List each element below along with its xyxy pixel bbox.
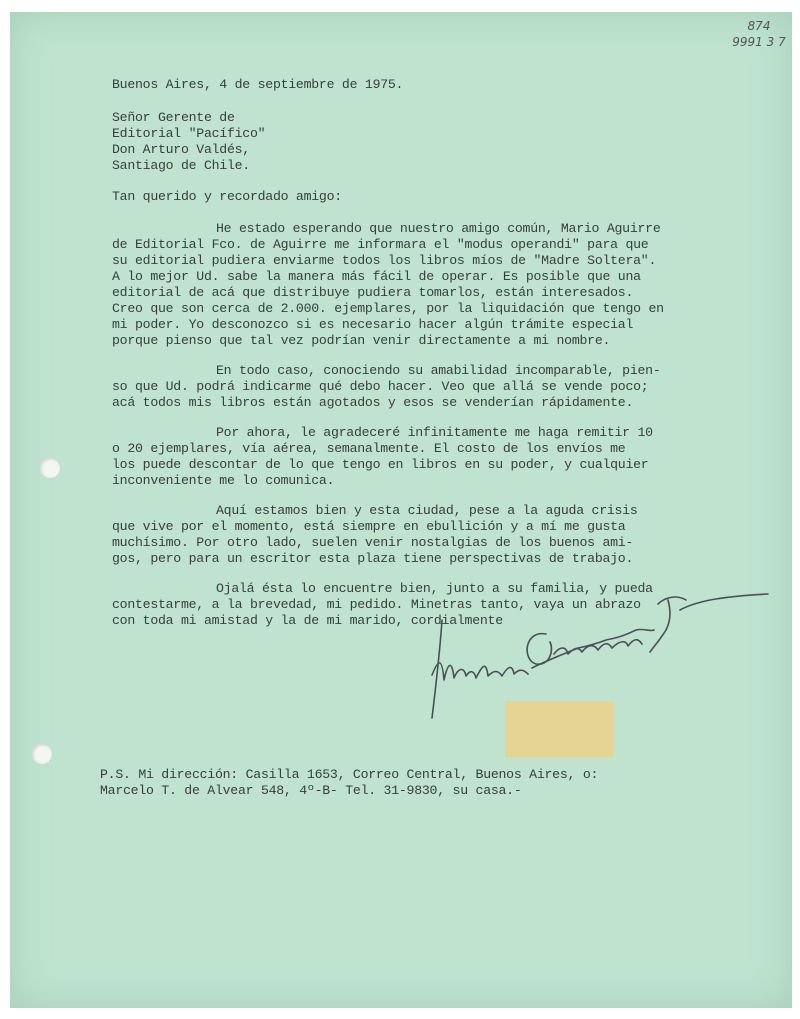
reference-number-1: 874 <box>747 19 771 33</box>
reference-number-2: 9991 3 7 <box>732 35 786 49</box>
salutation: Tan querido y recordado amigo: <box>112 189 342 204</box>
postscript-line: P.S. Mi dirección: Casilla 1653, Correo Central, Buenos Aires, o: <box>100 767 599 782</box>
paragraph-1-line: Creo que son cerca de 2.000. ejemplares, por la liquidación que tengo en <box>112 301 664 316</box>
paragraph-4-line: Aquí estamos bien y esta ciudad, pese a la aguda crisis <box>216 503 638 518</box>
paragraph-2-line: so que Ud. podrá indicarme qué debo hacer. Veo que allá se vende poco; <box>112 379 649 394</box>
paragraph-3-line: Por ahora, le agradeceré infinitamente me haga remitir 10 <box>216 425 653 440</box>
recipient-line: Editorial "Pacífico" <box>112 126 266 141</box>
recipient-line: Señor Gerente de <box>112 110 235 125</box>
paragraph-4-line: que vive por el momento, está siempre en ebullición y a mí me gusta <box>112 519 626 534</box>
paragraph-3-line: inconveniente me lo comunica. <box>112 473 335 488</box>
paragraph-1-line: editorial de acá que distribuye pudiera tomarlos, están interesados. <box>112 285 634 300</box>
paragraph-2-line: En todo caso, conociendo su amabilidad incomparable, pien- <box>216 363 661 378</box>
paragraph-5-line: Ojalá ésta lo encuentre bien, junto a su familia, y pueda <box>216 581 653 596</box>
tape-mark <box>505 701 613 757</box>
paragraph-1-line: mi poder. Yo desconozco si es necesario hacer algún trámite especial <box>112 317 634 332</box>
paragraph-1-line: su editorial pudiera enviarme todos los libros míos de "Madre Soltera". <box>112 253 657 268</box>
paragraph-1-line: de Editorial Fco. de Aguirre me informara el "modus operandi" para que <box>112 237 649 252</box>
paragraph-2-line: acá todos mis libros están agotados y esos se venderían rápidamente. <box>112 395 634 410</box>
paragraph-1-line: porque pienso que tal vez podrían venir directamente a mi nombre. <box>112 333 611 348</box>
recipient-line: Santiago de Chile. <box>112 158 250 173</box>
postscript-line: Marcelo T. de Alvear 548, 4º-B- Tel. 31-9830, su casa.- <box>100 783 522 798</box>
paragraph-3-line: o 20 ejemplares, vía aérea, semanalmente. El costo de los envíos me <box>112 441 626 456</box>
paragraph-5-line: con toda mi amistad y la de mi marido, cordialmente <box>112 613 503 628</box>
paragraph-1-line: He estado esperando que nuestro amigo común, Mario Aguirre <box>216 221 661 236</box>
paragraph-1-line: A lo mejor Ud. sabe la manera más fácil de operar. Es posible que una <box>112 269 641 284</box>
paragraph-4-line: muchísimo. Por otro lado, suelen venir nostalgias de los buenos ami- <box>112 535 634 550</box>
paragraph-3-line: los puede descontar de lo que tengo en libros en su poder, y cualquier <box>112 457 649 472</box>
date-line: Buenos Aires, 4 de septiembre de 1975. <box>112 77 404 92</box>
recipient-line: Don Arturo Valdés, <box>112 142 250 157</box>
paragraph-5-line: contestarme, a la brevedad, mi pedido. Minetras tanto, vaya un abrazo <box>112 597 641 612</box>
paragraph-4-line: gos, pero para un escritor esta plaza tiene perspectivas de trabajo. <box>112 551 634 566</box>
